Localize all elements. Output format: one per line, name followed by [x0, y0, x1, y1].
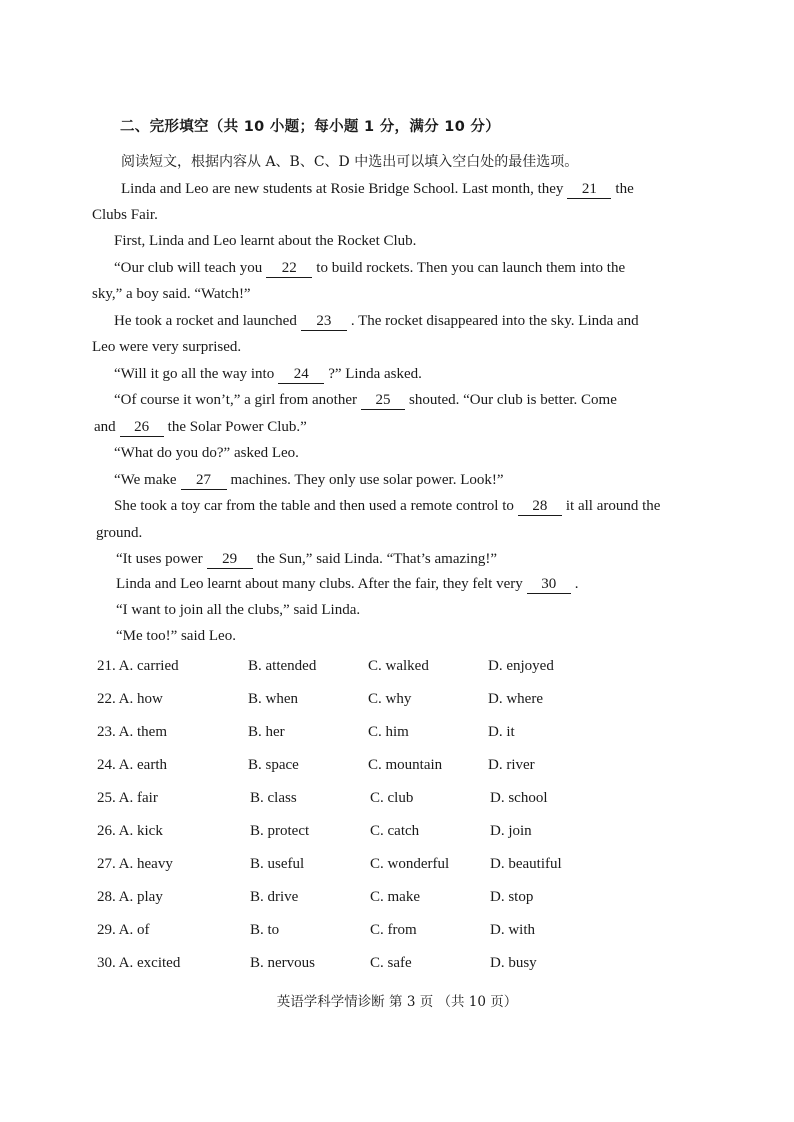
- passage-line: “What do you do?” asked Leo.: [114, 445, 299, 461]
- option-c: C. walked: [368, 658, 429, 674]
- question-row: [0, 658, 794, 678]
- option-d: D. with: [490, 922, 535, 938]
- option-b: B. space: [248, 757, 299, 773]
- option-b: B. useful: [250, 856, 305, 872]
- option-a: 26. A. kick: [97, 823, 163, 839]
- option-a: 29. A. of: [97, 922, 150, 938]
- blank-27: 27: [181, 472, 227, 490]
- blank-30: 30: [527, 576, 571, 594]
- blank-21: 21: [567, 181, 611, 199]
- option-d: D. where: [488, 691, 543, 707]
- blank-23: 23: [301, 313, 347, 331]
- option-b: B. attended: [248, 658, 317, 674]
- passage-line: Leo were very surprised.: [92, 339, 242, 355]
- passage-line: “Will it go all the way into 24 ?” Linda asked.: [114, 366, 422, 382]
- option-d: D. school: [490, 790, 548, 806]
- option-b: B. drive: [250, 889, 299, 905]
- passage-line: He took a rocket and launched 23 . The rocket disappeared into the sky. Linda and: [114, 313, 639, 329]
- passage-line: sky,” a boy said. “Watch!”: [92, 286, 251, 302]
- passage-line: “It uses power 29 the Sun,” said Linda. “That’s amazing!”: [116, 551, 497, 567]
- passage-line: She took a toy car from the table and then used a remote control to 28 it all around the: [114, 498, 661, 514]
- passage-line: “We make 27 machines. They only use solar power. Look!”: [114, 472, 504, 488]
- option-b: B. protect: [250, 823, 310, 839]
- option-c: C. mountain: [368, 757, 443, 773]
- question-row: [0, 856, 794, 876]
- section-title: 二、完形填空（共 10 小题；每小题 1 分，满分 10 分）: [120, 119, 501, 135]
- option-a: 21. A. carried: [97, 658, 179, 674]
- question-row: [0, 823, 794, 843]
- option-b: B. when: [248, 691, 298, 707]
- question-row: [0, 922, 794, 942]
- option-d: D. busy: [490, 955, 537, 971]
- question-row: [0, 790, 794, 810]
- option-a: 22. A. how: [97, 691, 163, 707]
- option-b: B. class: [250, 790, 297, 806]
- option-c: C. club: [370, 790, 414, 806]
- option-c: C. make: [370, 889, 420, 905]
- option-d: D. stop: [490, 889, 534, 905]
- option-c: C. from: [370, 922, 417, 938]
- option-c: C. catch: [370, 823, 420, 839]
- passage-line: “Me too!” said Leo.: [116, 628, 236, 644]
- passage-line: ground.: [96, 525, 143, 541]
- question-row: [0, 724, 794, 744]
- option-d: D. river: [488, 757, 535, 773]
- blank-25: 25: [361, 392, 405, 410]
- question-row: [0, 955, 794, 975]
- passage-line: Linda and Leo learnt about many clubs. After the fair, they felt very 30 .: [116, 576, 579, 592]
- option-b: B. to: [250, 922, 280, 938]
- question-row: [0, 691, 794, 711]
- option-c: C. safe: [370, 955, 412, 971]
- instruction-text: 阅读短文，根据内容从 A、B、C、D 中选出可以填入空白处的最佳选项。: [121, 154, 579, 170]
- question-row: [0, 757, 794, 777]
- option-d: D. beautiful: [490, 856, 562, 872]
- blank-29: 29: [207, 551, 253, 569]
- option-c: C. wonderful: [370, 856, 450, 872]
- question-row: [0, 889, 794, 909]
- passage-line: Clubs Fair.: [92, 207, 158, 223]
- option-a: 25. A. fair: [97, 790, 158, 806]
- option-b: B. her: [248, 724, 285, 740]
- option-d: D. enjoyed: [488, 658, 554, 674]
- blank-28: 28: [518, 498, 562, 516]
- option-c: C. him: [368, 724, 409, 740]
- passage-line: “Our club will teach you 22 to build rockets. Then you can launch them into the: [114, 260, 626, 276]
- blank-24: 24: [278, 366, 324, 384]
- passage-line: First, Linda and Leo learnt about the Rocket Club.: [114, 233, 417, 249]
- option-a: 28. A. play: [97, 889, 163, 905]
- option-a: 27. A. heavy: [97, 856, 173, 872]
- option-a: 30. A. excited: [97, 955, 181, 971]
- option-a: 24. A. earth: [97, 757, 167, 773]
- page-footer: 英语学科学情诊断 第 3 页 （共 10 页）: [276, 994, 518, 1010]
- option-d: D. it: [488, 724, 515, 740]
- blank-22: 22: [266, 260, 312, 278]
- passage-line: “Of course it won’t,” a girl from another 25 shouted. “Our club is better. Come: [114, 392, 617, 408]
- passage-line: Linda and Leo are new students at Rosie Bridge School. Last month, they 21 the: [121, 181, 634, 197]
- option-c: C. why: [368, 691, 412, 707]
- option-b: B. nervous: [250, 955, 315, 971]
- option-d: D. join: [490, 823, 532, 839]
- blank-26: 26: [120, 419, 164, 437]
- option-a: 23. A. them: [97, 724, 167, 740]
- passage-line: and 26 the Solar Power Club.”: [94, 419, 307, 435]
- passage-line: “I want to join all the clubs,” said Linda.: [116, 602, 361, 618]
